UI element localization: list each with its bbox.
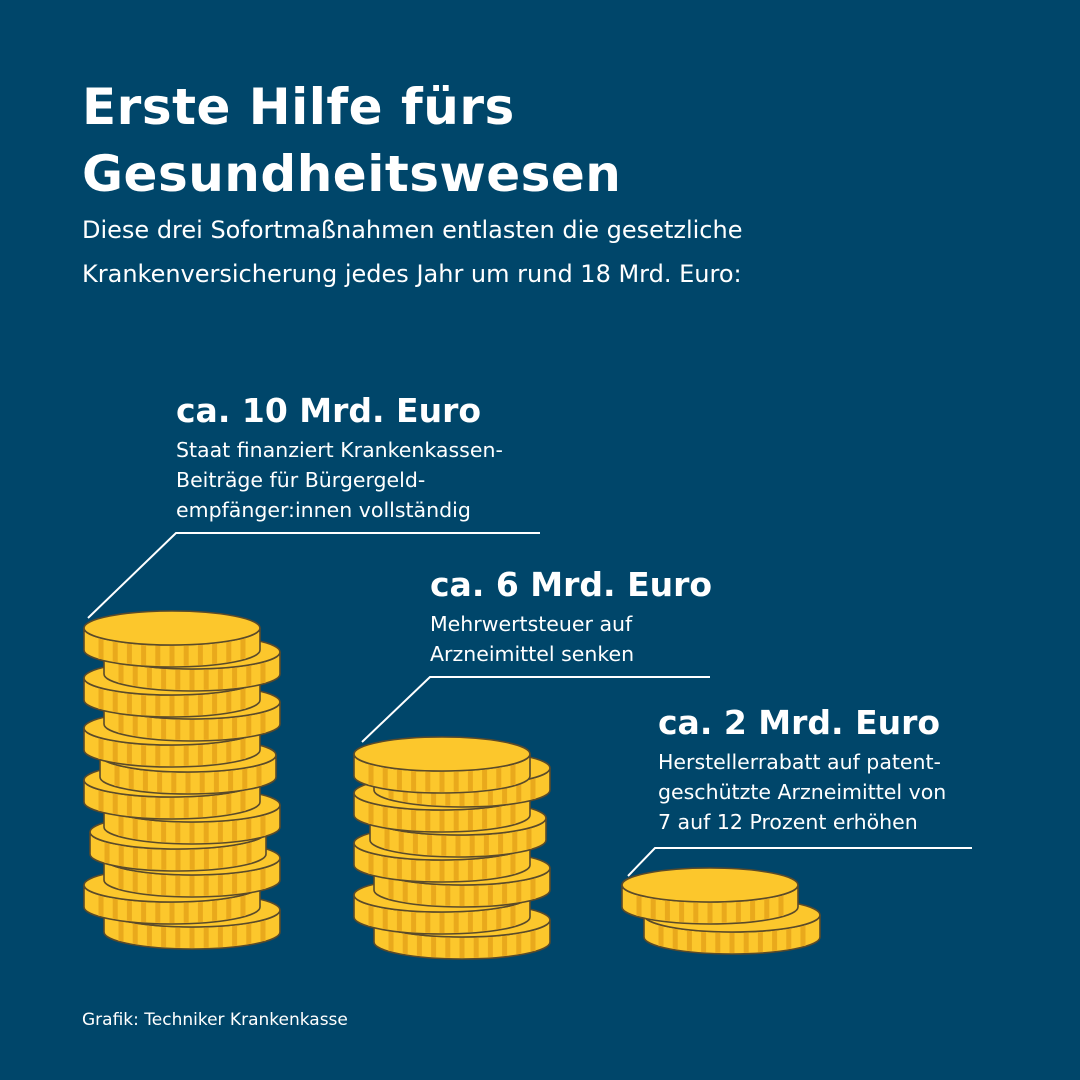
callout-desc-line: geschützte Arzneimittel von bbox=[658, 780, 947, 804]
callout-desc-line: Staat finanziert Krankenkassen- bbox=[176, 438, 503, 462]
callout-amount: ca. 6 Mrd. Euro bbox=[430, 565, 713, 604]
callout-description bbox=[430, 609, 730, 669]
title-line-2: Gesundheitswesen bbox=[82, 145, 622, 203]
callout-desc-line: Arzneimittel senken bbox=[430, 642, 635, 666]
callout-desc-line: 7 auf 12 Prozent erhöhen bbox=[658, 810, 918, 834]
callout-amount: ca. 10 Mrd. Euro bbox=[176, 391, 482, 430]
callout-desc-line: Beiträge für Bürgergeld- bbox=[176, 468, 426, 492]
source-credit: Grafik: Techniker Krankenkasse bbox=[82, 1010, 348, 1030]
callout-6-mrd bbox=[430, 564, 730, 669]
coin-stack-10-mrd bbox=[84, 611, 280, 949]
callout-desc-line: empfänger:innen vollständig bbox=[176, 498, 471, 522]
callout-desc-line: Mehrwertsteuer auf bbox=[430, 612, 633, 636]
coin-icon bbox=[84, 611, 260, 667]
callout-desc-line: Herstellerrabatt auf patent- bbox=[658, 750, 941, 774]
callout-2-mrd bbox=[658, 702, 988, 837]
subtitle-line-1: Diese drei Sofortmaßnahmen entlasten die gesetzliche bbox=[82, 216, 743, 244]
coin-icon bbox=[354, 737, 530, 793]
coin-stack-2-mrd bbox=[622, 868, 820, 954]
callout-description bbox=[176, 435, 556, 525]
callout-10-mrd bbox=[176, 390, 556, 525]
coin-icon bbox=[622, 868, 798, 924]
title-line-1: Erste Hilfe fürs bbox=[82, 78, 515, 136]
callout-description bbox=[658, 747, 988, 837]
coin-stack-6-mrd bbox=[354, 737, 550, 959]
subtitle-line-2: Krankenversicherung jedes Jahr um rund 18 Mrd. Euro: bbox=[82, 260, 742, 288]
callout-amount: ca. 2 Mrd. Euro bbox=[658, 703, 941, 742]
